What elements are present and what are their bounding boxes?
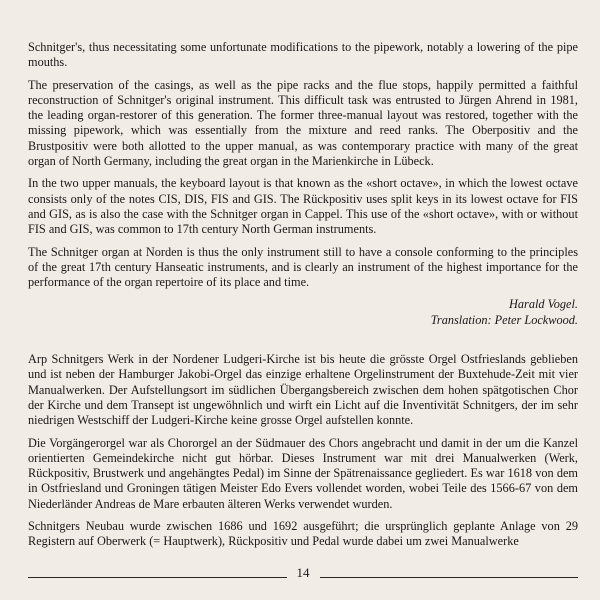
german-section — [28, 352, 578, 550]
author-signature: Harald Vogel. — [509, 297, 578, 312]
english-paragraph-1: Schnitger's, thus necessitating some unfortunate modifications to the pipework, notably a lowering of the pipe mouths. — [28, 40, 578, 70]
german-paragraph-3: Schnitgers Neubau wurde zwischen 1686 und 1692 ausgeführt; die ursprünglich geplante Anlage von 29 Registern auf Oberwerk (= Hauptwerk), Rückpositiv und Pedal wurde dabei um zwei Manualwerke — [28, 519, 578, 549]
german-paragraph-1: Arp Schnitgers Werk in der Nordener Ludgeri-Kirche ist bis heute die grösste Orgel Ostfrieslands geblieben und ist neben der Hamburger Jakobi-Orgel das einzige erhaltene Orgelinstrument der Buxtehude-Zeit mit vier Manualwerken. Der Aufstellungsort im südlichen Übergangsbereich zwischen dem hohen spätgotischen Chor der Kirche und dem Transept ist ungewöhnlich und wirft ein Licht auf die Inventivität Schnitgers, der im sehr niedrigen Westschiff der Ludgeri-Kirche keine grosse Orgel aufstellen konnte. — [28, 352, 578, 428]
english-section — [28, 40, 578, 328]
page-number: 14 — [296, 565, 310, 580]
signature-block — [28, 297, 578, 328]
german-paragraph-2: Die Vorgängerorgel war als Chororgel an der Südmauer des Chors angebracht und damit in der um die Kanzel orientierten Gemeindekirche nicht gut hörbar. Dieses Instrument war mit drei Manualwerken (Werk, Rückpositiv, Brustwerk und angehängtes Pedal) im Sinne der Spätrenaissance gegliedert. Es war 1618 von dem in Ostfriesland und Groningen tätigen Meister Edo Evers vollendet worden, wobei Teile des 1566-67 von dem Niederländer Andreas de Mare erbauten älteren Werks verwendet wurden. — [28, 435, 578, 511]
english-paragraph-3: In the two upper manuals, the keyboard layout is that known as the «short octave», in which the lowest octave consists only of the notes CIS, DIS, FIS and GIS. The Rückpositiv uses split keys in its lowest octave for FIS and GIS, as is also the case with the Schnitger organ in Cappel. This use of the «short octave», with or without FIS and GIS, was common to 17th century North German instruments. — [28, 176, 578, 237]
english-paragraph-4: The Schnitger organ at Norden is thus the only instrument still to have a console conforming to the principles of the great 17th century Hanseatic instruments, and is clearly an instrument of the highest importance for the performance of the organ repertoire of its place and time. — [28, 244, 578, 290]
page-body — [28, 40, 578, 557]
page-footer — [28, 563, 578, 583]
footer-rule-right — [320, 577, 579, 578]
english-paragraph-2: The preservation of the casings, as well as the pipe racks and the flue stops, happily permitted a faithful reconstruction of Schnitger's original instrument. This difficult task was entrusted to Jürgen Ahrend in 1981, the leading organ-restorer of this generation. The former three-manual layout was restored, together with the missing pipework, which was essentially from the mixture and reed ranks. The Oberpositiv and the Brustpositiv were both allotted to the upper manual, as was contemporary practice with many of the great organ of North Germany, including the great organ in the Marienkirche in Lübeck. — [28, 77, 578, 169]
footer-rule-left — [28, 577, 287, 578]
translator-credit: Translation: Peter Lockwood. — [430, 312, 578, 327]
